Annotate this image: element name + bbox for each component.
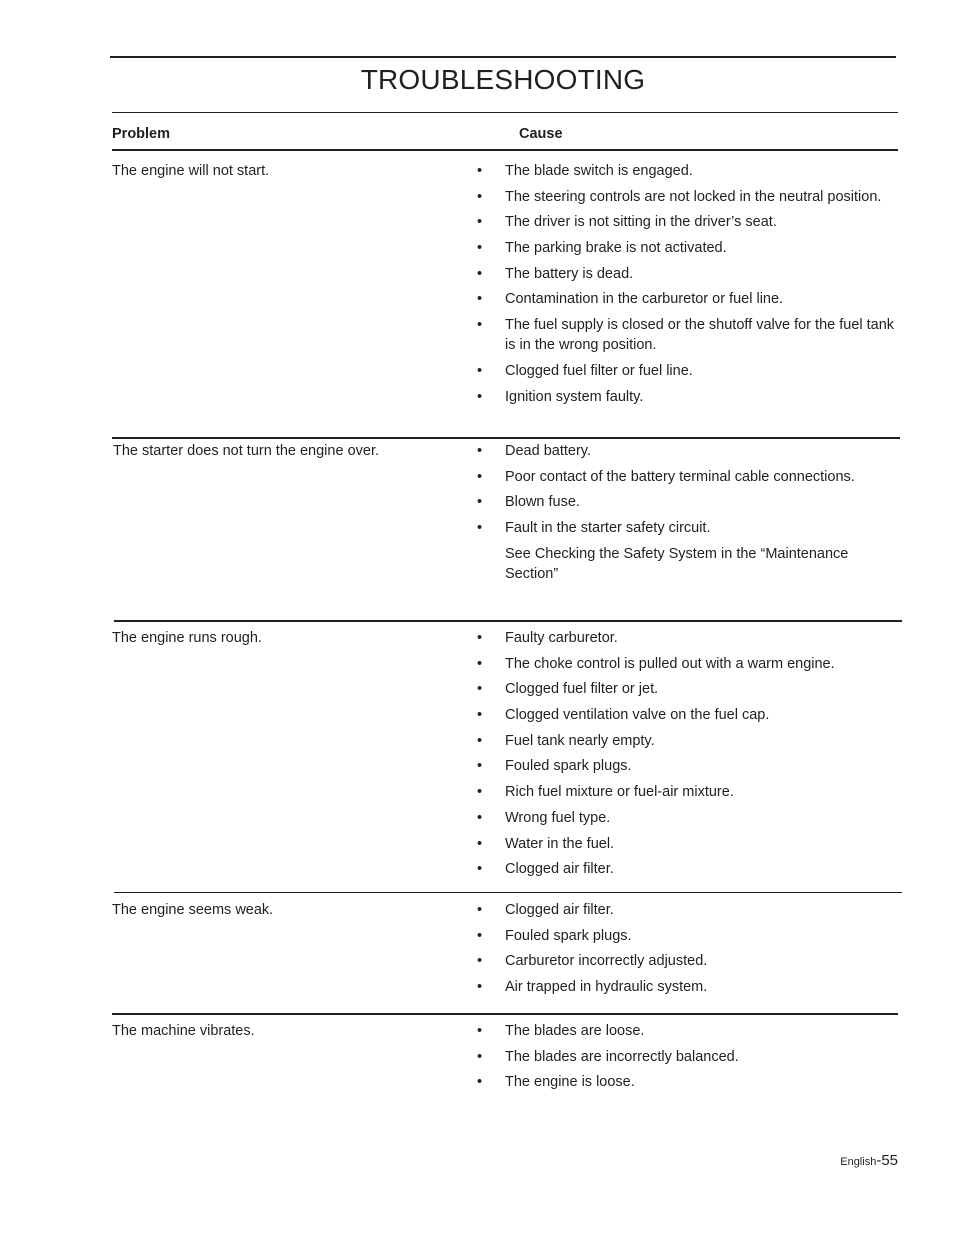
cause-text: The battery is dead. <box>505 265 634 282</box>
bullet-icon: • <box>477 468 483 485</box>
cause-text: The blades are loose. <box>505 1023 645 1039</box>
bullet-icon: • <box>477 732 483 749</box>
top-rule <box>110 56 896 58</box>
header-rule <box>112 149 898 151</box>
cause-item <box>477 387 897 407</box>
cause-item <box>477 654 897 674</box>
column-header-cause: Cause <box>519 126 563 142</box>
cause-item <box>477 238 897 258</box>
section-divider <box>112 437 900 439</box>
cause-text: The steering controls are not locked in the neutral position. <box>505 188 882 205</box>
cause-item <box>477 467 897 487</box>
cause-text: Water in the fuel. <box>505 835 615 852</box>
cause-text: Ignition system faulty. <box>505 388 644 405</box>
cause-item <box>477 705 897 725</box>
cause-text: Clogged air filter. <box>505 902 614 918</box>
cause-list <box>477 161 897 412</box>
cause-item <box>477 1072 897 1092</box>
cause-text: Air trapped in hydraulic system. <box>505 979 708 996</box>
cause-text: Fault in the starter safety circuit. <box>505 520 711 537</box>
problem-text: The machine vibrates. <box>112 1023 255 1039</box>
cause-item <box>477 161 897 181</box>
cause-item <box>477 1021 897 1041</box>
bullet-icon: • <box>477 835 483 852</box>
bullet-icon: • <box>477 520 483 537</box>
cause-text: Carburetor incorrectly adjusted. <box>505 953 708 970</box>
bullet-icon: • <box>477 681 483 698</box>
cause-text: The parking brake is not activated. <box>505 240 727 257</box>
bullet-icon: • <box>477 1074 483 1091</box>
cause-item <box>477 926 897 946</box>
cause-item <box>477 187 897 207</box>
cause-item <box>477 859 897 879</box>
bullet-icon: • <box>477 214 483 231</box>
cause-text: The blade switch is engaged. <box>505 163 693 179</box>
section-divider <box>112 1013 898 1015</box>
cause-item <box>477 628 897 648</box>
cause-text: Rich fuel mixture or fuel-air mixture. <box>505 784 734 801</box>
section-divider <box>114 620 902 622</box>
cause-text: Dead battery. <box>505 443 591 459</box>
cause-text: Fuel tank nearly empty. <box>505 732 655 749</box>
bullet-icon: • <box>477 655 483 672</box>
bullet-icon: • <box>477 240 483 257</box>
cause-text: Clogged fuel filter or fuel line. <box>505 362 693 379</box>
cause-text: The driver is not sitting in the driver’s seat. <box>505 214 777 231</box>
cause-item <box>477 756 897 776</box>
bullet-icon: • <box>477 291 483 308</box>
cause-item <box>477 361 897 381</box>
cause-item <box>477 679 897 699</box>
section-divider <box>114 892 902 893</box>
cause-text: Blown fuse. <box>505 494 580 511</box>
cause-item <box>477 264 897 284</box>
maintenance-note: See Checking the Safety System in the “Maintenance Section” <box>505 545 849 582</box>
cause-item <box>477 441 897 461</box>
problem-text: The starter does not turn the engine over. <box>113 443 379 459</box>
cause-item <box>477 492 897 512</box>
cause-text: Clogged fuel filter or jet. <box>505 681 659 698</box>
cause-text: Fouled spark plugs. <box>505 927 632 944</box>
cause-item <box>477 977 897 997</box>
problem-text: The engine will not start. <box>112 163 270 179</box>
cause-item <box>477 1047 897 1067</box>
page-title: TROUBLESHOOTING <box>360 64 646 95</box>
bullet-icon: • <box>477 630 483 646</box>
cause-list <box>477 441 897 584</box>
cause-text: Clogged ventilation valve on the fuel cap. <box>505 707 770 724</box>
bullet-icon: • <box>477 1048 483 1065</box>
cause-text: The fuel supply is closed or the shutoff valve for the fuel tank is in the wrong position. <box>505 317 895 354</box>
bullet-icon: • <box>477 1023 483 1039</box>
bullet-icon: • <box>477 317 483 334</box>
bullet-icon: • <box>477 163 483 179</box>
bullet-icon: • <box>477 388 483 405</box>
bullet-icon: • <box>477 809 483 826</box>
cause-item <box>477 731 897 751</box>
bullet-icon: • <box>477 265 483 282</box>
cause-text: Contamination in the carburetor or fuel line. <box>505 291 784 308</box>
bullet-icon: • <box>477 979 483 996</box>
cause-text: The engine is loose. <box>505 1074 635 1091</box>
cause-text: The blades are incorrectly balanced. <box>505 1048 739 1065</box>
cause-list <box>477 628 897 885</box>
bullet-icon: • <box>477 861 483 878</box>
bullet-icon: • <box>477 188 483 205</box>
title-rule <box>112 112 898 113</box>
cause-text: Fouled spark plugs. <box>505 758 632 775</box>
problem-text: The engine runs rough. <box>112 630 262 646</box>
bullet-icon: • <box>477 362 483 379</box>
cause-item <box>477 834 897 854</box>
cause-item <box>477 518 897 538</box>
cause-text: Poor contact of the battery terminal cable connections. <box>505 468 855 485</box>
bullet-icon: • <box>477 902 483 918</box>
bullet-icon: • <box>477 494 483 511</box>
footer-language: English <box>840 1156 877 1168</box>
bullet-icon: • <box>477 953 483 970</box>
cause-item <box>477 212 897 232</box>
cause-list <box>477 900 897 1003</box>
cause-item <box>477 951 897 971</box>
cause-item <box>477 315 897 355</box>
cause-text: The choke control is pulled out with a warm engine. <box>505 655 835 672</box>
cause-item <box>477 900 897 920</box>
footer-separator: - <box>876 1152 882 1169</box>
bullet-icon: • <box>477 707 483 724</box>
cause-item <box>477 782 897 802</box>
page-number: 55 <box>881 1152 898 1169</box>
column-header-problem: Problem <box>112 126 171 142</box>
cause-text: Clogged air filter. <box>505 861 614 878</box>
cause-item <box>477 808 897 828</box>
bullet-icon: • <box>477 443 483 459</box>
bullet-icon: • <box>477 784 483 801</box>
cause-list <box>477 1021 897 1098</box>
cause-text: Faulty carburetor. <box>505 630 618 646</box>
cause-text: Wrong fuel type. <box>505 809 611 826</box>
page-footer <box>840 1152 898 1171</box>
bullet-icon: • <box>477 927 483 944</box>
cause-item <box>477 289 897 309</box>
problem-text: The engine seems weak. <box>112 902 274 918</box>
bullet-icon: • <box>477 758 483 775</box>
